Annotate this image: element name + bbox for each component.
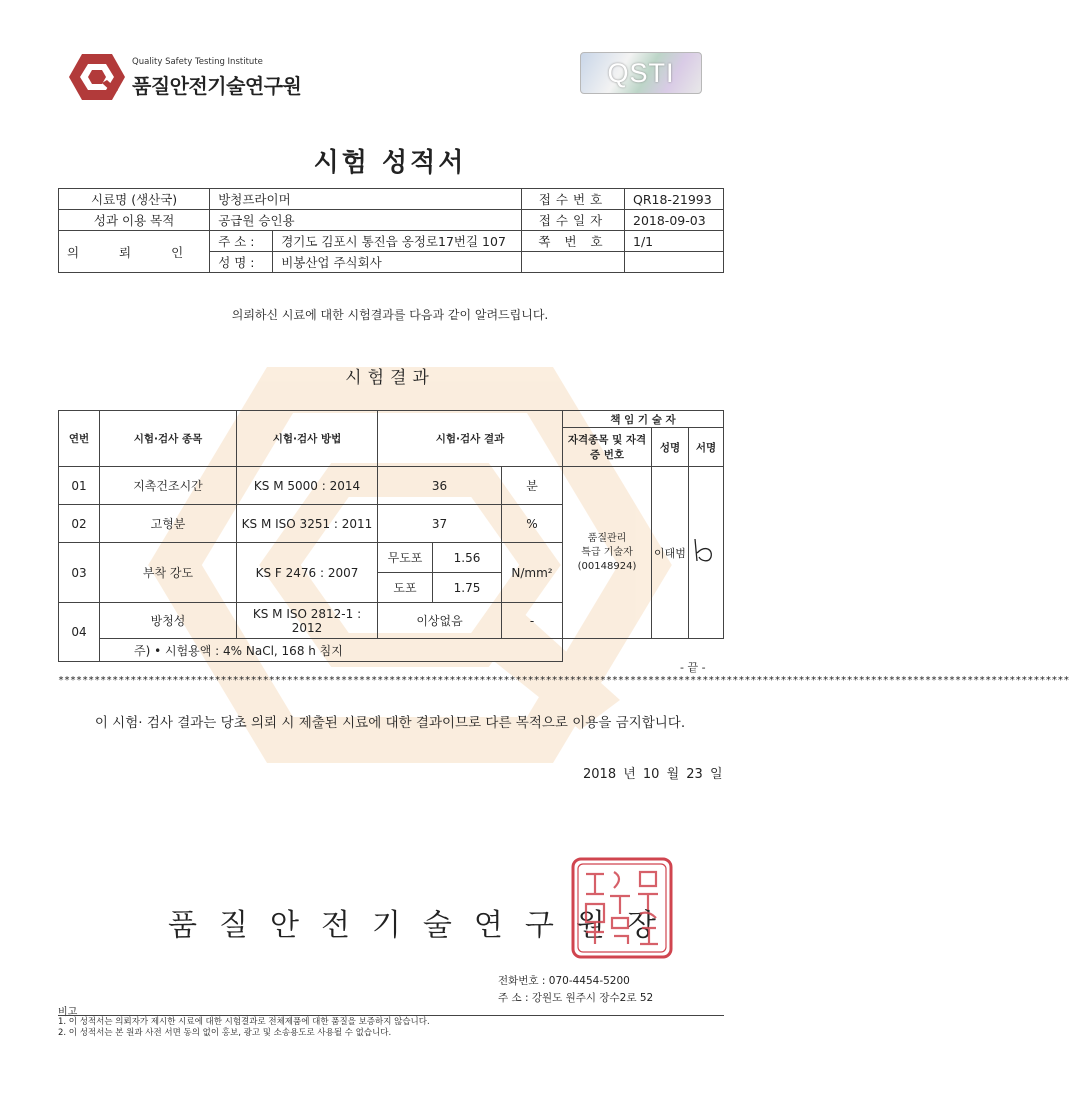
- purpose-value: 공급원 승인용: [210, 210, 522, 231]
- row-no: 04: [59, 603, 100, 662]
- row-unit: N/mm²: [502, 543, 563, 603]
- qsti-hologram-badge: QSTI: [580, 52, 702, 94]
- purpose-label: 성과 이용 목적: [59, 210, 210, 231]
- tech-qualification: [563, 467, 652, 639]
- row-method: KS F 2476 : 2007: [237, 543, 378, 603]
- col-result-header: 시험·검사 결과: [378, 411, 563, 467]
- row-unit: -: [502, 603, 563, 639]
- signature: [691, 531, 721, 571]
- name-value: 비봉산업 주식회사: [273, 252, 522, 273]
- info-table: [58, 188, 724, 273]
- row-sub-label: 도포: [378, 573, 433, 603]
- page-no-value: 1/1: [625, 231, 724, 252]
- row-item: 부착 강도: [100, 543, 237, 603]
- col-no-header: 연번: [59, 411, 100, 467]
- row-no: 02: [59, 505, 100, 543]
- remarks-divider: [58, 1015, 724, 1016]
- prohibition-notice: 이 시험· 검사 결과는 당초 의뢰 시 제출된 시료에 대한 결과이므로 다른 목적으로 이용을 금지합니다.: [94, 715, 686, 731]
- page-no-label: 쪽 번 호: [522, 231, 625, 252]
- row-item: 지촉건조시간: [100, 467, 237, 505]
- row-result: 37: [378, 505, 502, 543]
- receipt-no-label: 접수번호: [522, 189, 625, 210]
- end-mark: - 끝 -: [680, 661, 706, 674]
- empty-cell: [625, 252, 724, 273]
- row-sub-value: 1.56: [433, 543, 502, 573]
- row-method: KS M 5000 : 2014: [237, 467, 378, 505]
- issue-date: 2018 년 10 월 23 일: [583, 767, 723, 782]
- responsible-header: 책 임 기 술 자: [563, 411, 724, 428]
- row-item: 방청성: [100, 603, 237, 639]
- table-row: [59, 467, 724, 505]
- table-note: 주) • 시험용액 : 4% NaCl, 168 h 침지: [100, 639, 563, 662]
- row-no: 03: [59, 543, 100, 603]
- institute-seal-stamp: [570, 856, 674, 960]
- signature-cell: [689, 467, 724, 639]
- row-method: KS M ISO 2812-1 : 2012: [237, 603, 378, 639]
- remarks-title: 비고: [58, 1007, 78, 1018]
- remark-item: 1. 이 성적서는 의뢰자가 제시한 시료에 대한 시험결과로 전체제품에 대한 품질을 보증하지 않습니다.: [58, 1017, 430, 1027]
- notice-text: 의뢰하신 시료에 대한 시험결과를 다음과 같이 알려드립니다.: [231, 308, 549, 322]
- tech-line-2: 특급 기술자: [581, 546, 633, 558]
- empty-cell: [522, 252, 625, 273]
- sample-label: 시료명 (생산국): [59, 189, 210, 210]
- row-result: 이상없음: [378, 603, 502, 639]
- col-item-header: 시험·검사 종목: [100, 411, 237, 467]
- results-table: [58, 410, 724, 662]
- contact-address: 주 소 : 강원도 원주시 장수2로 52: [498, 992, 654, 1004]
- row-sub-value: 1.75: [433, 573, 502, 603]
- col-method-header: 시험·검사 방법: [237, 411, 378, 467]
- row-sub-label: 무도포: [378, 543, 433, 573]
- contact-info: [498, 973, 653, 1007]
- receipt-date-value: 2018-09-03: [625, 210, 724, 231]
- row-result: 36: [378, 467, 502, 505]
- row-item: 고형분: [100, 505, 237, 543]
- logo-english-name: Quality Safety Testing Institute: [132, 57, 263, 67]
- logo-korean-name: 품질안전기술연구원: [132, 74, 302, 98]
- tech-name: 이태범: [652, 467, 689, 639]
- tech-line-1: 품질관리: [587, 532, 627, 544]
- name-label: 성 명 :: [210, 252, 273, 273]
- contact-phone: 전화번호 : 070-4454-5200: [498, 975, 630, 987]
- document-title: 시험 성적서: [313, 148, 467, 178]
- client-label: 의 뢰 인: [59, 231, 210, 273]
- remark-item: 2. 이 성적서는 본 원과 사전 서면 동의 없이 홍보, 광고 및 소송용도로 사용될 수 없습니다.: [58, 1028, 392, 1038]
- row-no: 01: [59, 467, 100, 505]
- address-value: 경기도 김포시 통진읍 옹정로17번길 107: [273, 231, 522, 252]
- signature-header: 서명: [689, 428, 724, 467]
- receipt-no-value: QR18-21993: [625, 189, 724, 210]
- qsti-logo-icon: [68, 52, 126, 102]
- address-label: 주 소 :: [210, 231, 273, 252]
- qualification-header: 자격종목 및 자격증 번호: [563, 428, 652, 467]
- row-method: KS M ISO 3251 : 2011: [237, 505, 378, 543]
- row-unit: 분: [502, 467, 563, 505]
- name-header: 성명: [652, 428, 689, 467]
- divider-stars: ************************************************************************************************************************************************************************: [58, 675, 1069, 686]
- sample-value: 방청프라이머: [210, 189, 522, 210]
- receipt-date-label: 접수일자: [522, 210, 625, 231]
- tech-line-3: (00148924): [577, 560, 637, 572]
- remarks-list: [58, 1017, 430, 1039]
- institution-head: 품질안전기술연구원장: [168, 908, 678, 943]
- row-unit: %: [502, 505, 563, 543]
- results-title: 시험결과: [345, 368, 435, 388]
